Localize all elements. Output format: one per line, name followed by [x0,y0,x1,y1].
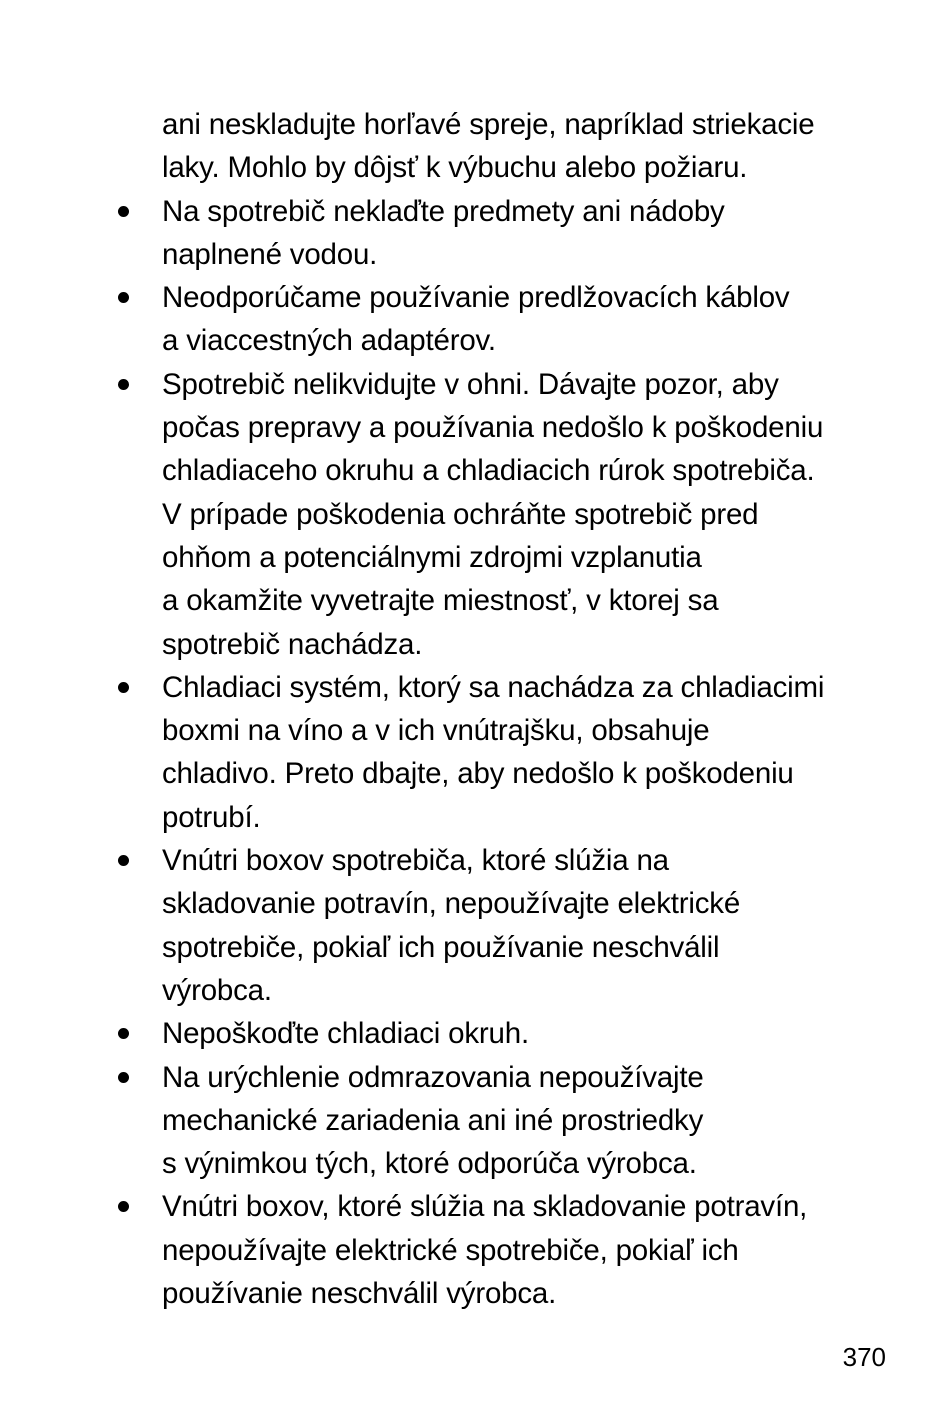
bullet-item [162,666,902,839]
bullet-item [162,190,902,277]
text-line: s výnimkou tých, ktoré odporúča výrobca. [162,1147,697,1181]
text-line: chladiaceho okruhu a chladiacich rúrok spotrebiča. [162,454,815,488]
text-line: Neodporúčame používanie predlžovacích káblov [162,281,790,315]
text-line: Na urýchlenie odmrazovania nepoužívajte [162,1060,704,1094]
text-line: používanie neschválil výrobca. [162,1277,557,1311]
text-line: Na spotrebič neklaďte predmety ani nádoby [162,194,725,228]
text-line: nepoužívajte elektrické spotrebiče, pokiaľ ich [162,1233,739,1267]
text-line: Vnútri boxov spotrebiča, ktoré slúžia na [162,844,669,878]
text-line: laky. Mohlo by dôjsť k výbuchu alebo požiaru. [162,151,748,185]
text-line: spotrebič nachádza. [162,627,423,661]
safety-instructions-text [162,103,902,1315]
text-line: boxmi na víno a v ich vnútrajšku, obsahuje [162,714,710,748]
text-line: a okamžite vyvetrajte miestnosť, v ktorej sa [162,584,719,618]
bullet-dot-icon [118,682,129,693]
safety-bullet-list [162,190,902,1316]
continued-paragraph [162,103,902,190]
bullet-dot-icon [118,379,129,390]
bullet-dot-icon [118,206,129,217]
text-line: chladivo. Preto dbajte, aby nedošlo k poškodeniu [162,757,794,791]
text-line: ani neskladujte horľavé spreje, napríklad striekacie [162,108,815,141]
bullet-item [162,363,902,666]
text-line: naplnené vodou. [162,237,378,271]
bullet-item [162,276,902,363]
text-line: skladovanie potravín, nepoužívajte elektrické [162,887,741,921]
text-line: potrubí. [162,800,261,834]
text-line: Chladiaci systém, ktorý sa nachádza za chladiacimi [162,670,825,704]
bullet-item [162,839,902,1012]
text-line: V prípade poškodenia ochráňte spotrebič pred [162,497,759,531]
text-line: a viaccestných adaptérov. [162,324,496,358]
bullet-item [162,1185,902,1315]
text-line: počas prepravy a používania nedošlo k poškodeniu [162,411,824,445]
bullet-item [162,1012,902,1055]
bullet-item [162,1056,902,1186]
text-line: Spotrebič nelikvidujte v ohni. Dávajte pozor, aby [162,367,779,401]
text-line: mechanické zariadenia ani iné prostriedky [162,1103,704,1137]
bullet-dot-icon [118,292,129,303]
text-line: výrobca. [162,973,272,1007]
text-line: ohňom a potenciálnymi zdrojmi vzplanutia [162,540,702,574]
bullet-dot-icon [118,1028,129,1039]
bullet-dot-icon [118,1072,129,1083]
text-line: spotrebiče, pokiaľ ich používanie neschválil [162,930,720,964]
text-line: Nepoškoďte chladiaci okruh. [162,1017,529,1051]
text-line: Vnútri boxov, ktoré slúžia na skladovanie potravín, [162,1190,808,1224]
bullet-dot-icon [118,1201,129,1212]
bullet-dot-icon [118,855,129,866]
page-number: 370 [842,1342,886,1372]
